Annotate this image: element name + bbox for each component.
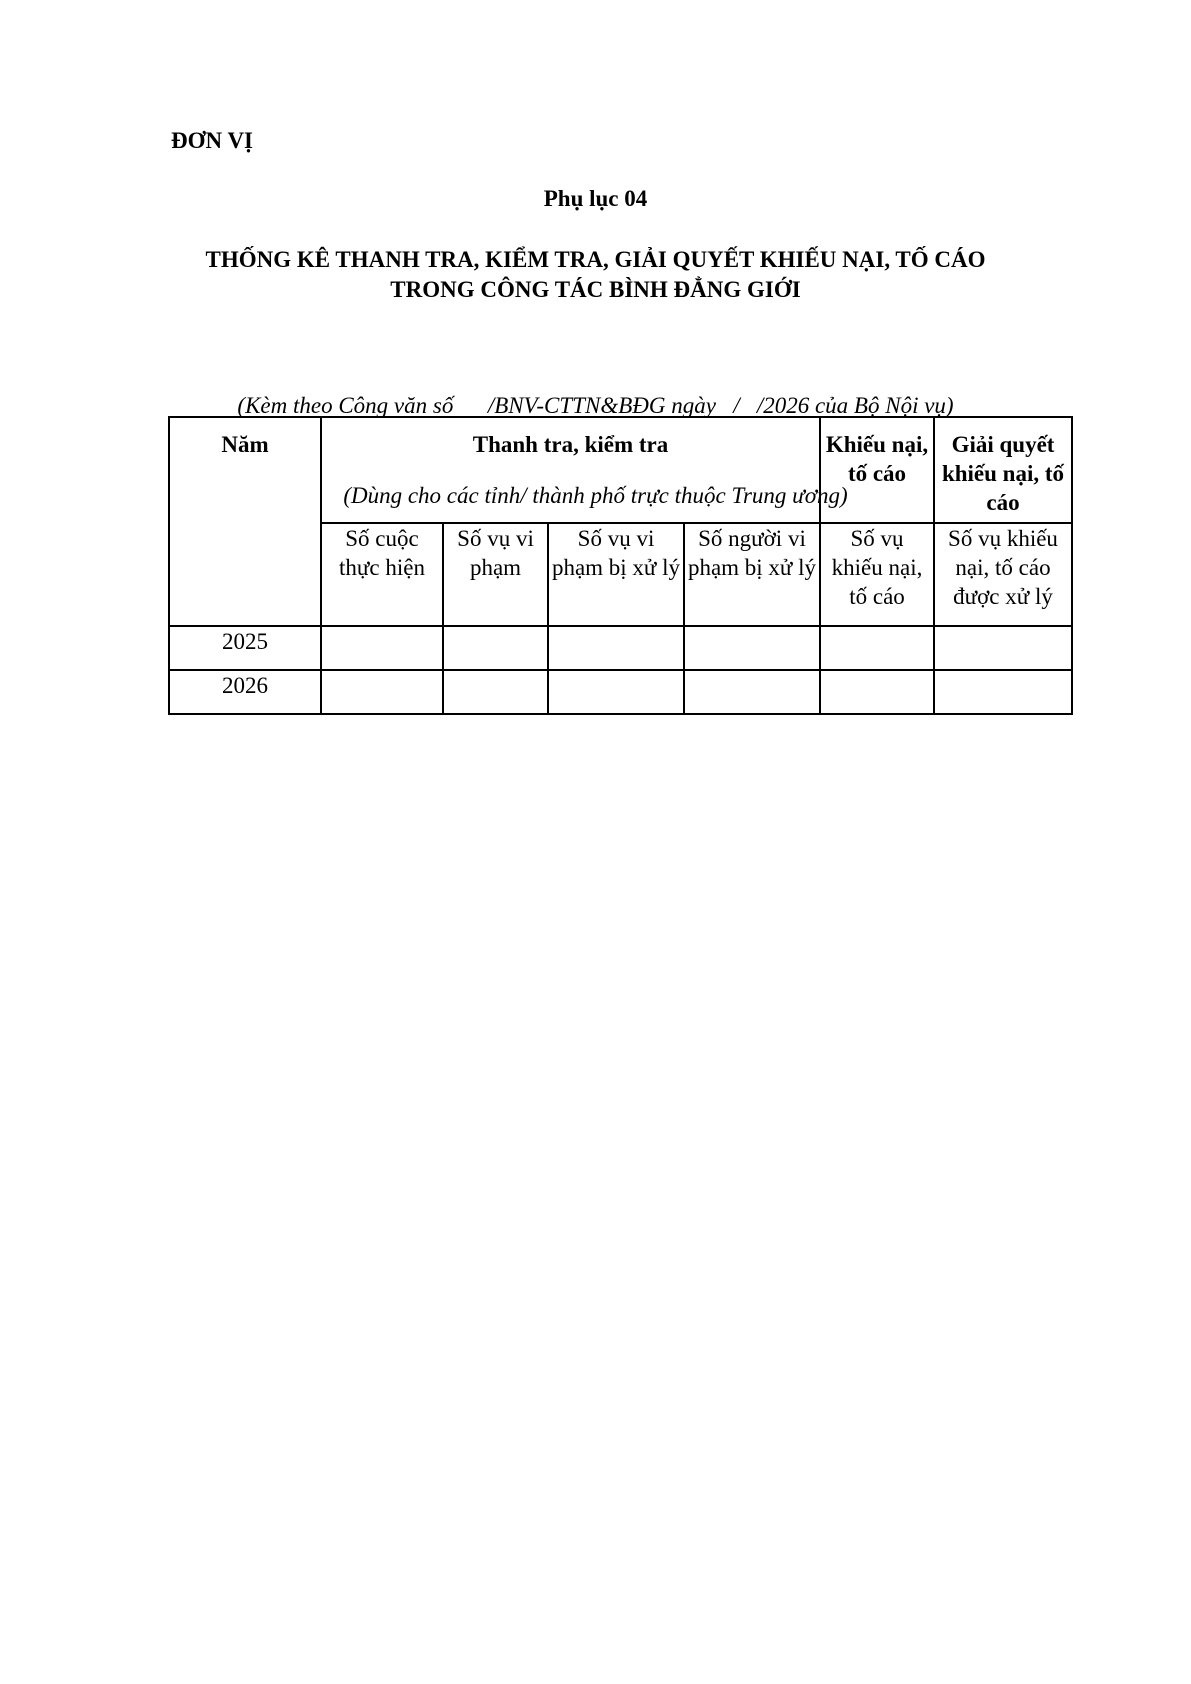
appendix-label: Phụ lục 04 <box>543 186 648 211</box>
table-row <box>169 626 1072 670</box>
data-cell[interactable] <box>321 670 443 714</box>
header-year: Năm <box>169 417 321 626</box>
subheader-cell: Số cuộc thực hiện <box>321 523 443 626</box>
data-cell[interactable] <box>443 626 548 670</box>
subheader-cell: Số vụ vi phạm bị xử lý <box>548 523 684 626</box>
subtitle-line-1: (Kèm theo Công văn số /BNV-CTTN&BĐG ngày / /2026 của Bộ Nội vụ) <box>237 393 954 418</box>
data-cell[interactable] <box>934 670 1072 714</box>
subheader-cell: Số người vi phạm bị xử lý <box>684 523 820 626</box>
title-line-2: TRONG CÔNG TÁC BÌNH ĐẲNG GIỚI <box>390 277 801 302</box>
data-cell[interactable] <box>934 626 1072 670</box>
data-cell[interactable] <box>684 670 820 714</box>
year-cell: 2026 <box>169 670 321 714</box>
header-complaints: Khiếu nại, tố cáo <box>820 417 934 523</box>
subheader-cell: Số vụ khiếu nại, tố cáo được xử lý <box>934 523 1072 626</box>
table-row <box>169 670 1072 714</box>
subheader-cell: Số vụ khiếu nại, tố cáo <box>820 523 934 626</box>
header-inspection: Thanh tra, kiểm tra <box>321 417 820 523</box>
title-line-1: THỐNG KÊ THANH TRA, KIỂM TRA, GIẢI QUYẾT KHIẾU NẠI, TỐ CÁO <box>205 247 986 272</box>
subheader-cell: Số vụ vi phạm <box>443 523 548 626</box>
data-cell[interactable] <box>443 670 548 714</box>
statistics-table <box>168 416 1073 715</box>
data-cell[interactable] <box>820 670 934 714</box>
header-resolution: Giải quyết khiếu nại, tố cáo <box>934 417 1072 523</box>
data-cell[interactable] <box>820 626 934 670</box>
document-title <box>0 245 1191 305</box>
data-cell[interactable] <box>548 626 684 670</box>
subtitle-line-2: (Dùng cho các tỉnh/ thành phố trực thuộc Trung ương) <box>343 483 848 508</box>
data-cell[interactable] <box>321 626 443 670</box>
header-row-group <box>169 417 1072 523</box>
unit-label: ĐƠN VỊ <box>171 128 254 153</box>
data-cell[interactable] <box>684 626 820 670</box>
year-cell: 2025 <box>169 626 321 670</box>
data-cell[interactable] <box>548 670 684 714</box>
